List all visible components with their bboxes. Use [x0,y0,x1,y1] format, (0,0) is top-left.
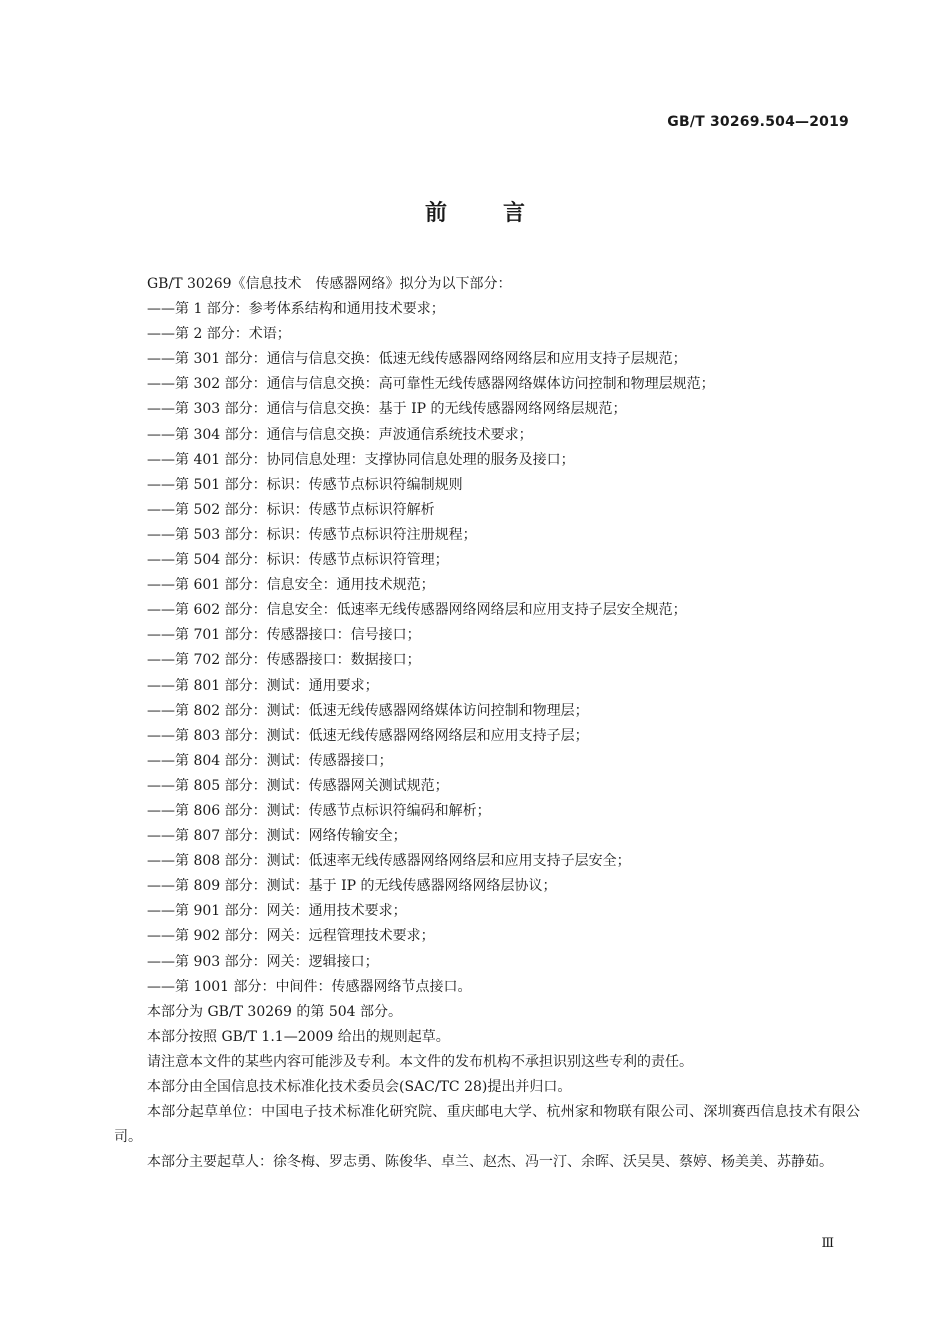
part-list-item: ——第 301 部分：通信与信息交换：低速无线传感器网络网络层和应用支持子层规范； [147,351,687,368]
part-list-item: ——第 801 部分：测试：通用要求； [147,677,379,694]
page-title: 前言 [424,201,581,226]
part-list-item: ——第 2 部分：术语； [147,326,291,343]
statement-line: 本部分按照 GB/T 1.1—2009 给出的规则起草。 [147,1028,450,1045]
statements-list [114,1000,860,1100]
standard-number: GB/T 30269.504—2019 [667,114,849,130]
part-list-item: ——第 304 部分：通信与信息交换：声波通信系统技术要求； [147,426,533,443]
part-list-item: ——第 901 部分：网关：通用技术要求； [147,903,407,920]
intro-line: GB/T 30269《信息技术 传感器网络》拟分为以下部分： [147,276,512,292]
part-list-item: ——第 1001 部分：中间件：传感器网络节点接口。 [147,978,472,995]
part-list-item: ——第 602 部分：信息安全：低速率无线传感器网络网络层和应用支持子层安全规范； [147,602,687,619]
part-list-item: ——第 601 部分：信息安全：通用技术规范； [147,577,435,594]
part-list-item: ——第 701 部分：传感器接口：信号接口； [147,627,421,644]
part-list-item: ——第 303 部分：通信与信息交换：基于 IP 的无线传感器网络网络层规范； [147,401,627,418]
part-list-item: ——第 501 部分：标识：传感节点标识符编制规则 [147,476,463,493]
part-list-item: ——第 808 部分：测试：低速率无线传感器网络网络层和应用支持子层安全； [147,853,631,870]
part-list-item: ——第 902 部分：网关：远程管理技术要求； [147,928,435,945]
part-list-item: ——第 803 部分：测试：低速无线传感器网络网络层和应用支持子层； [147,727,589,744]
part-list-item: ——第 504 部分：标识：传感节点标识符管理； [147,552,449,569]
part-list-item: ——第 805 部分：测试：传感器网关测试规范； [147,777,449,794]
part-list-item: ——第 503 部分：标识：传感节点标识符注册规程； [147,526,477,543]
part-list-item: ——第 502 部分：标识：传感节点标识符解析 [147,501,435,518]
part-list-item: ——第 1 部分：参考体系结构和通用技术要求； [147,301,445,318]
drafting-units-paragraph: 本部分起草单位：中国电子技术标准化研究院、重庆邮电大学、杭州家和物联有限公司、深圳赛西信息技术有限公司。 [114,1104,860,1146]
part-list-item: ——第 702 部分：传感器接口：数据接口； [147,652,421,669]
statement-line: 本部分为 GB/T 30269 的第 504 部分。 [147,1003,403,1020]
part-list-item: ——第 804 部分：测试：传感器接口； [147,752,393,769]
page-number: Ⅲ [821,1236,834,1251]
part-list-item: ——第 806 部分：测试：传感节点标识符编码和解析； [147,802,491,819]
part-list-item: ——第 802 部分：测试：低速无线传感器网络媒体访问控制和物理层； [147,702,589,719]
parts-list [114,297,860,1000]
part-list-item: ——第 401 部分：协同信息处理：支撑协同信息处理的服务及接口； [147,451,575,468]
statement-line: 本部分由全国信息技术标准化技术委员会(SAC/TC 28)提出并归口。 [147,1079,572,1095]
statement-line: 请注意本文件的某些内容可能涉及专利。本文件的发布机构不承担识别这些专利的责任。 [147,1053,693,1070]
drafters-paragraph: 本部分主要起草人：徐冬梅、罗志勇、陈俊华、卓兰、赵杰、冯一汀、余晖、沃吴昊、蔡婷、杨美美、苏静茹。 [147,1154,833,1171]
part-list-item: ——第 302 部分：通信与信息交换：高可靠性无线传感器网络媒体访问控制和物理层规范； [147,376,715,393]
document-body [114,272,860,1175]
part-list-item: ——第 903 部分：网关：逻辑接口； [147,953,379,970]
part-list-item: ——第 807 部分：测试：网络传输安全； [147,828,407,845]
part-list-item: ——第 809 部分：测试：基于 IP 的无线传感器网络网络层协议； [147,878,557,895]
